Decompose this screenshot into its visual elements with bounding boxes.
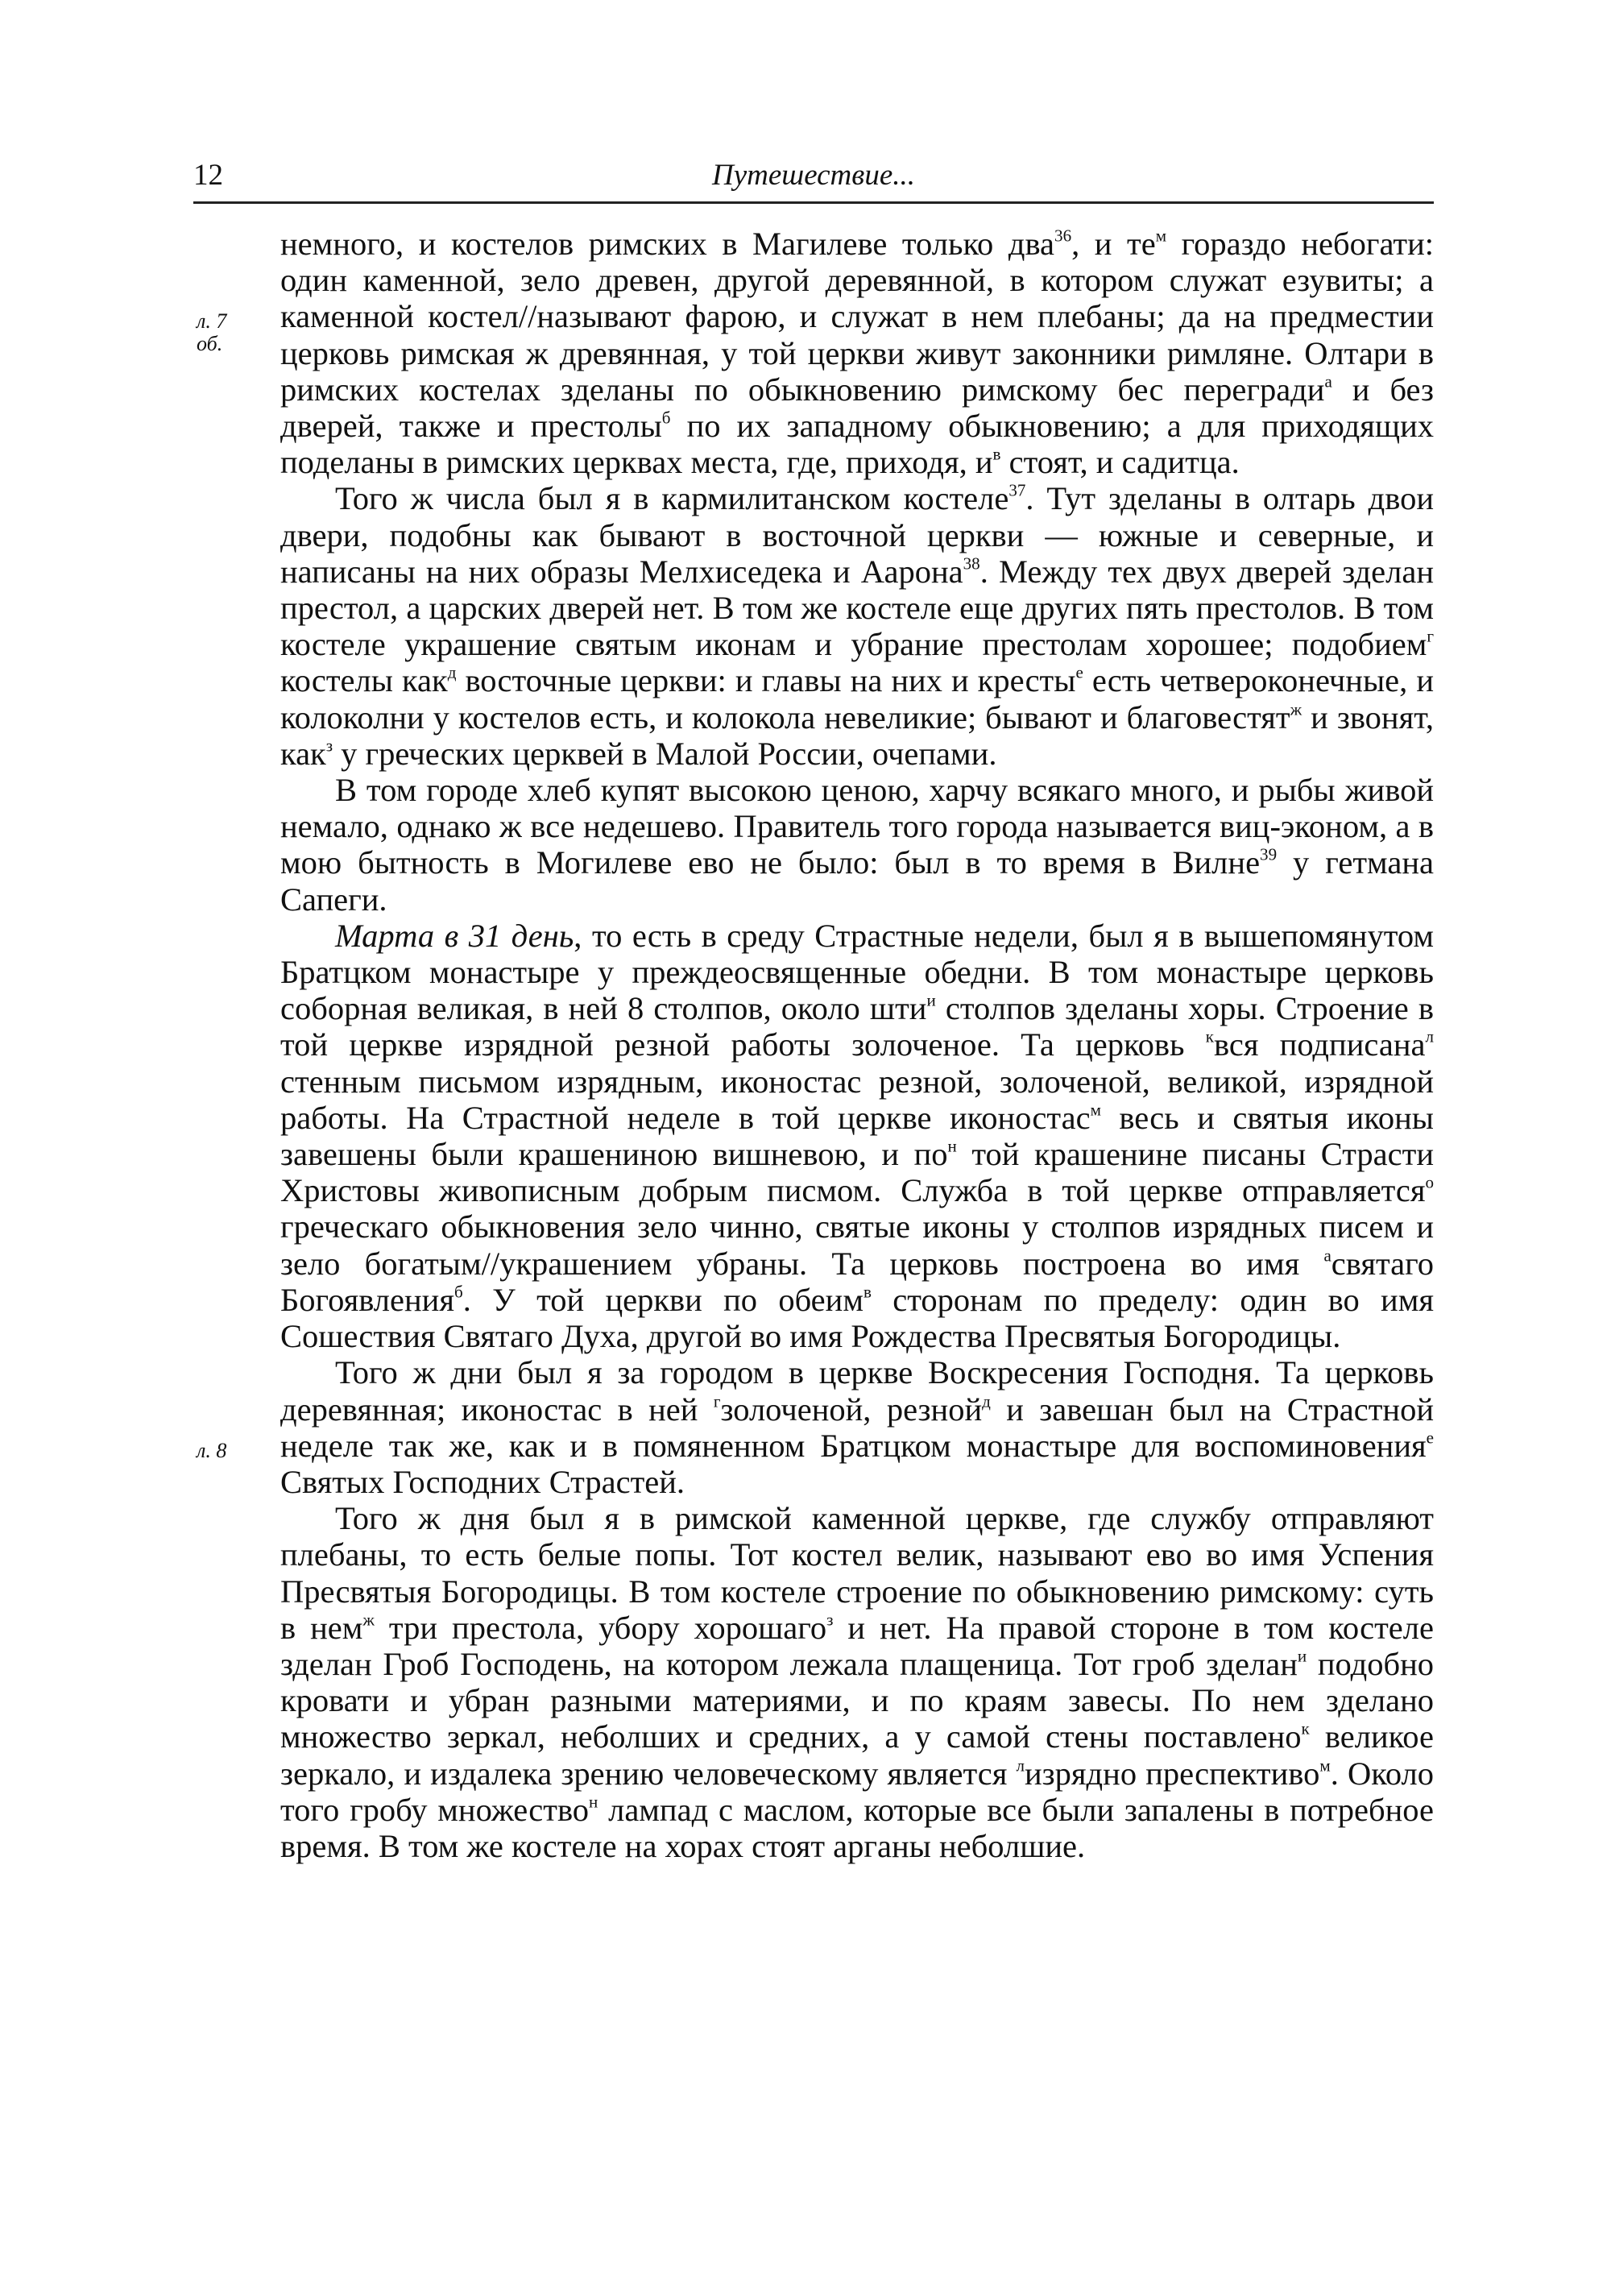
paragraph xyxy=(280,772,1434,918)
text-run: . У той церкви по обеим xyxy=(462,1281,863,1318)
text-run: Того ж дни был я за городом в церкве Воскресения Господня. Та церковь деревянная; иконостас в ней xyxy=(280,1354,1434,1428)
text-run: Святых Господних Страстей. xyxy=(280,1463,685,1500)
text-run: восточные церкви: и главы на них и кресты xyxy=(456,662,1076,699)
note-marker: в xyxy=(992,444,1001,464)
note-marker: и xyxy=(1297,1646,1307,1666)
note-marker: ж xyxy=(362,1610,375,1630)
text-run: и нет. На правой стороне в том костеле зделан Гроб Господень, на котором лежала плащеница. Тот гроб зделан xyxy=(280,1609,1434,1682)
note-marker: н xyxy=(947,1136,957,1156)
note-marker: м xyxy=(1155,226,1167,246)
text-run: стенным письмом изрядным, иконостас резной, золоченой, великой, изрядной работы. На Страстной неделе в той церкве иконостас xyxy=(280,1063,1434,1136)
text-run: и завешан был на Страстной неделе так же, как и в помяненном Братцком монастыре для воспоминовения xyxy=(280,1390,1434,1464)
text-run: столпов зделаны хоры. Строение в той церкве изрядной резной работы золоченое. Та церковь xyxy=(280,990,1434,1063)
note-marker: з xyxy=(325,736,333,756)
text-run: Того ж дня был я в римской каменной церкве, где службу отправляют плебаны, то есть белые попы. Тот костел велик, называют ево во имя Успения Пресвятыя Богородицы. В том костеле строение по обыкновению римскому: суть в нем xyxy=(280,1500,1434,1646)
note-marker: к xyxy=(1301,1718,1310,1739)
text-run: стоят, и садитца. xyxy=(1000,444,1240,481)
note-marker: а xyxy=(1323,1245,1331,1266)
text-run: , и те xyxy=(1071,226,1156,262)
text-run: великое зеркало, и издалека зрению человеческому является xyxy=(280,1718,1434,1792)
header-rule xyxy=(193,201,1434,204)
text-run: костелы как xyxy=(280,662,448,699)
running-title: Путешествие... xyxy=(711,159,916,192)
note-marker: м xyxy=(1090,1100,1101,1120)
note-marker: о xyxy=(1425,1172,1434,1192)
text-run: той крашенине писаны Страсти Христовы живописным добрым писмом. Служба в той церкве отправляется xyxy=(280,1136,1434,1209)
text-run: сторонам по пределу: один во имя Сошествия Святаго Духа, другой во имя Рождества Пресвятыя Богородицы. xyxy=(280,1281,1434,1355)
note-marker: е xyxy=(1075,663,1083,683)
margin-note-verso: об. xyxy=(197,332,223,355)
note-marker: г xyxy=(1427,626,1434,646)
note-marker: г xyxy=(713,1391,721,1411)
note-marker: б xyxy=(661,408,671,428)
note-marker: л xyxy=(1425,1027,1434,1047)
text-run: . Между тех двух дверей зделан престол, а царских дверей нет. В том же костеле еще других пять престолов. В том костеле украшение святым иконам и убрание престолам хорошее; подобием xyxy=(280,553,1434,663)
note-marker: и xyxy=(926,990,936,1010)
margin-note-folio-8: л. 8 xyxy=(197,1439,227,1462)
text-run: есть четвероконечные, и колоколни у костелов есть, и колокола невеликие; бывают и благовестят xyxy=(280,662,1434,736)
note-marker: д xyxy=(982,1391,991,1411)
margin-note-folio-7: л. 7 xyxy=(197,309,227,333)
text-run: и без дверей, также и престолы xyxy=(280,371,1434,445)
text-run: В том городе хлеб купят высокою ценою, харчу всякаго много, и рыбы живой немало, однако ж все недешево. Правитель того города называется виц-эконом, а в мою бытность в Могилеве ево не было: был в то время в Вилне xyxy=(280,772,1434,881)
text-run: по их западному обыкновению; а для приходящих поделаны в римских церквах места, где, приходя, и xyxy=(280,408,1435,481)
note-marker: 38 xyxy=(963,553,980,574)
note-marker: в xyxy=(863,1282,872,1302)
text-run: Того ж числа был я в кармилитанском костеле xyxy=(335,480,1009,517)
text-run: вся подписана xyxy=(1213,1026,1426,1063)
paragraph xyxy=(280,1354,1434,1500)
note-marker: к xyxy=(1205,1027,1214,1047)
text-run: весь и святыя иконы завешены были крашениною вишневою, и по xyxy=(280,1099,1435,1173)
page-header xyxy=(193,158,1434,206)
text-run: немного, и костелов римских в Магилеве только два xyxy=(280,226,1055,262)
note-marker: е xyxy=(1426,1428,1434,1448)
paragraph xyxy=(280,1500,1434,1864)
note-marker: 37 xyxy=(1008,481,1026,500)
note-marker: д xyxy=(447,663,457,683)
note-marker: 36 xyxy=(1054,226,1072,246)
paragraph xyxy=(280,918,1434,1354)
note-marker: н xyxy=(589,1792,598,1812)
text-run: греческаго обыкновения зело чинно, святые иконы у столпов изрядных писем и зело богатым//украшением убраны. Та церковь построена во имя xyxy=(280,1208,1434,1282)
text-run: три престола, убору хорошаго xyxy=(374,1609,827,1646)
text-run: , то есть в среду Страстные недели, был я в вышепомянутом Братцком монастыре у преждеосвященные обедни. В том монастыре церковь соборная великая, в ней 8 столпов, около шти xyxy=(280,917,1434,1027)
main-text xyxy=(280,226,1434,1864)
page-number: 12 xyxy=(193,159,223,192)
paragraph xyxy=(280,480,1434,772)
text-run: . Около того гробу множество xyxy=(280,1755,1434,1828)
note-marker: з xyxy=(826,1610,834,1630)
note-marker: м xyxy=(1319,1755,1331,1776)
text-run: изрядно преспективо xyxy=(1024,1755,1320,1792)
text-run: подобно кровати и убран разными материями, и по краям завесы. По нем зделано множество зеркал, неболших и средних, а у самой стены поставлено xyxy=(280,1645,1434,1755)
text-run: лампад с маслом, которые все были запалены в потребное время. В том же костеле на хорах стоят арганы неболшие. xyxy=(280,1791,1434,1864)
note-marker: л xyxy=(1016,1755,1025,1776)
text-run: . Тут зделаны в олтарь двои двери, подобны как бывают в восточной церкви — южные и северные, и написаны на них образы Мелхиседека и Аарона xyxy=(280,480,1435,590)
italic-date: Марта в 31 день xyxy=(335,917,574,954)
text-run: гораздо небогати: один каменной, зело древен, другой деревянной, в котором служат езувиты; а каменной костел//называют фарою, и служат в нем плебаны; да на предместии церковь римская ж древянная, у той церкви живут законники римляне. Олтари в римских костелах зделаны по обыкновению римскому бес перегради xyxy=(280,226,1435,408)
note-marker: б xyxy=(453,1282,463,1302)
note-marker: ж xyxy=(1290,699,1302,719)
text-run: святаго Богоявления xyxy=(280,1245,1434,1318)
paragraph xyxy=(280,226,1434,480)
note-marker: а xyxy=(1324,371,1332,392)
note-marker: 39 xyxy=(1260,845,1278,865)
text-run: у гетмана Сапеги. xyxy=(280,844,1434,918)
text-run: и звонят, как xyxy=(280,698,1434,772)
text-run: у греческих церквей в Малой России, очепами. xyxy=(333,735,997,772)
text-run: золоченой, резной xyxy=(720,1390,983,1428)
